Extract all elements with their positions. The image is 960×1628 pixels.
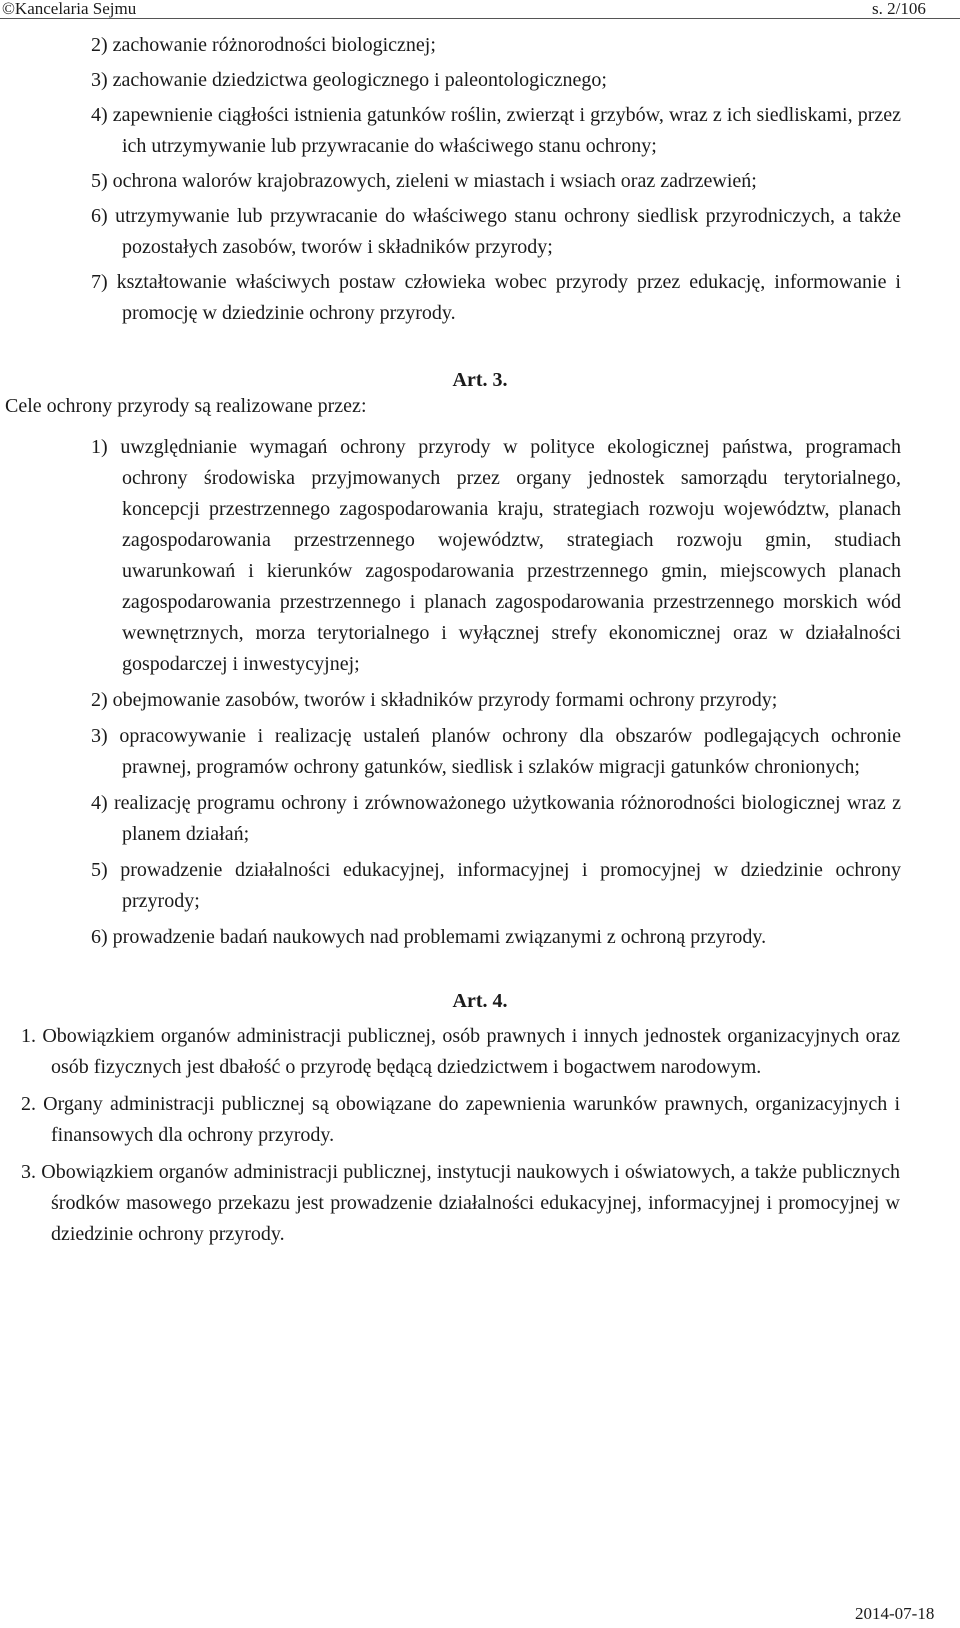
list-item: 6) utrzymywanie lub przywracanie do właściwego stanu ochrony siedlisk przyrodniczych, a także pozostałych zasobów, tworów i składników przyrody; xyxy=(91,205,901,258)
footer-date: 2014-07-18 xyxy=(855,1604,935,1623)
list-item: 6) prowadzenie badań naukowych nad problemami związanymi z ochroną przyrody. xyxy=(91,926,767,948)
list-item: 3. Obowiązkiem organów administracji publicznej, instytucji naukowych i oświatowych, a także publicznych środków masowego przekazu jest prowadzenie działalności edukacyjnej, informacyjnej i promocyjnej w dziedzinie ochrony przyrody. xyxy=(21,1161,900,1245)
copyright-label: ©Kancelaria Sejmu xyxy=(2,0,137,18)
document-body xyxy=(0,20,960,1256)
art3-list xyxy=(0,432,960,953)
article-3-intro: Cele ochrony przyrody są realizowane przez: xyxy=(5,395,367,417)
list-item: 5) ochrona walorów krajobrazowych, zieleni w miastach i wsiach oraz zadrzewień; xyxy=(91,170,757,192)
list-item: 4) realizację programu ochrony i zrównoważonego użytkowania różnorodności biologicznej wraz z planem działań; xyxy=(91,792,901,845)
article-3-title: Art. 3. xyxy=(452,369,508,391)
list-item: 3) opracowywanie i realizację ustaleń planów ochrony dla obszarów podlegających ochronie prawnej, programów ochrony gatunków, siedlisk i szlaków migracji gatunków chronionych; xyxy=(91,725,901,778)
list-item: 1) uwzględnianie wymagań ochrony przyrody w polityce ekologicznej państwa, programach ochrony środowiska przyjmowanych przez organy jednostek samorządu terytorialnego, koncepcji przestrzennego zagospodarowania kraju, strategiach rozwoju województw, planach zagospodarowania przestrzennego województw, strategiach rozwoju gmin, studiach uwarunkowań i kierunków zagospodarowania przestrzennego gmin, miejscowych planach zagospodarowania przestrzennego i planach zagospodarowania przestrzennego morskich wód wewnętrznych, morza terytorialnego i wyłącznej strefy ekonomicznej oraz w działalności gospodarczej i inwestycyjnej; xyxy=(91,436,901,675)
list-item: 2. Organy administracji publicznej są obowiązane do zapewnienia warunków prawnych, organizacyjnych i finansowych dla ochrony przyrody. xyxy=(21,1093,900,1146)
list-item: 1. Obowiązkiem organów administracji publicznej, osób prawnych i innych jednostek organizacyjnych oraz osób fizycznych jest dbałość o przyrodę będącą dziedzictwem i bogactwem narodowym. xyxy=(21,1025,900,1078)
list-item: 3) zachowanie dziedzictwa geologicznego i paleontologicznego; xyxy=(91,69,607,91)
list-item: 2) zachowanie różnorodności biologicznej; xyxy=(91,34,436,56)
article-4-title: Art. 4. xyxy=(452,990,508,1012)
header-rule xyxy=(0,18,960,19)
list-item: 5) prowadzenie działalności edukacyjnej, informacyjnej i promocyjnej w dziedzinie ochrony przyrody; xyxy=(91,859,901,912)
page-header xyxy=(0,0,960,20)
list-item: 4) zapewnienie ciągłości istnienia gatunków roślin, zwierząt i grzybów, wraz z ich siedliskami, przez ich utrzymywanie lub przywracanie do właściwego stanu ochrony; xyxy=(91,104,901,157)
list-item: 2) obejmowanie zasobów, tworów i składników przyrody formami ochrony przyrody; xyxy=(91,689,778,711)
art4-list xyxy=(0,1021,960,1250)
art2-list xyxy=(0,30,960,329)
list-item: 7) kształtowanie właściwych postaw człowieka wobec przyrody przez edukację, informowanie i promocję w dziedzinie ochrony przyrody. xyxy=(91,271,901,324)
page-number: s. 2/106 xyxy=(872,0,926,18)
